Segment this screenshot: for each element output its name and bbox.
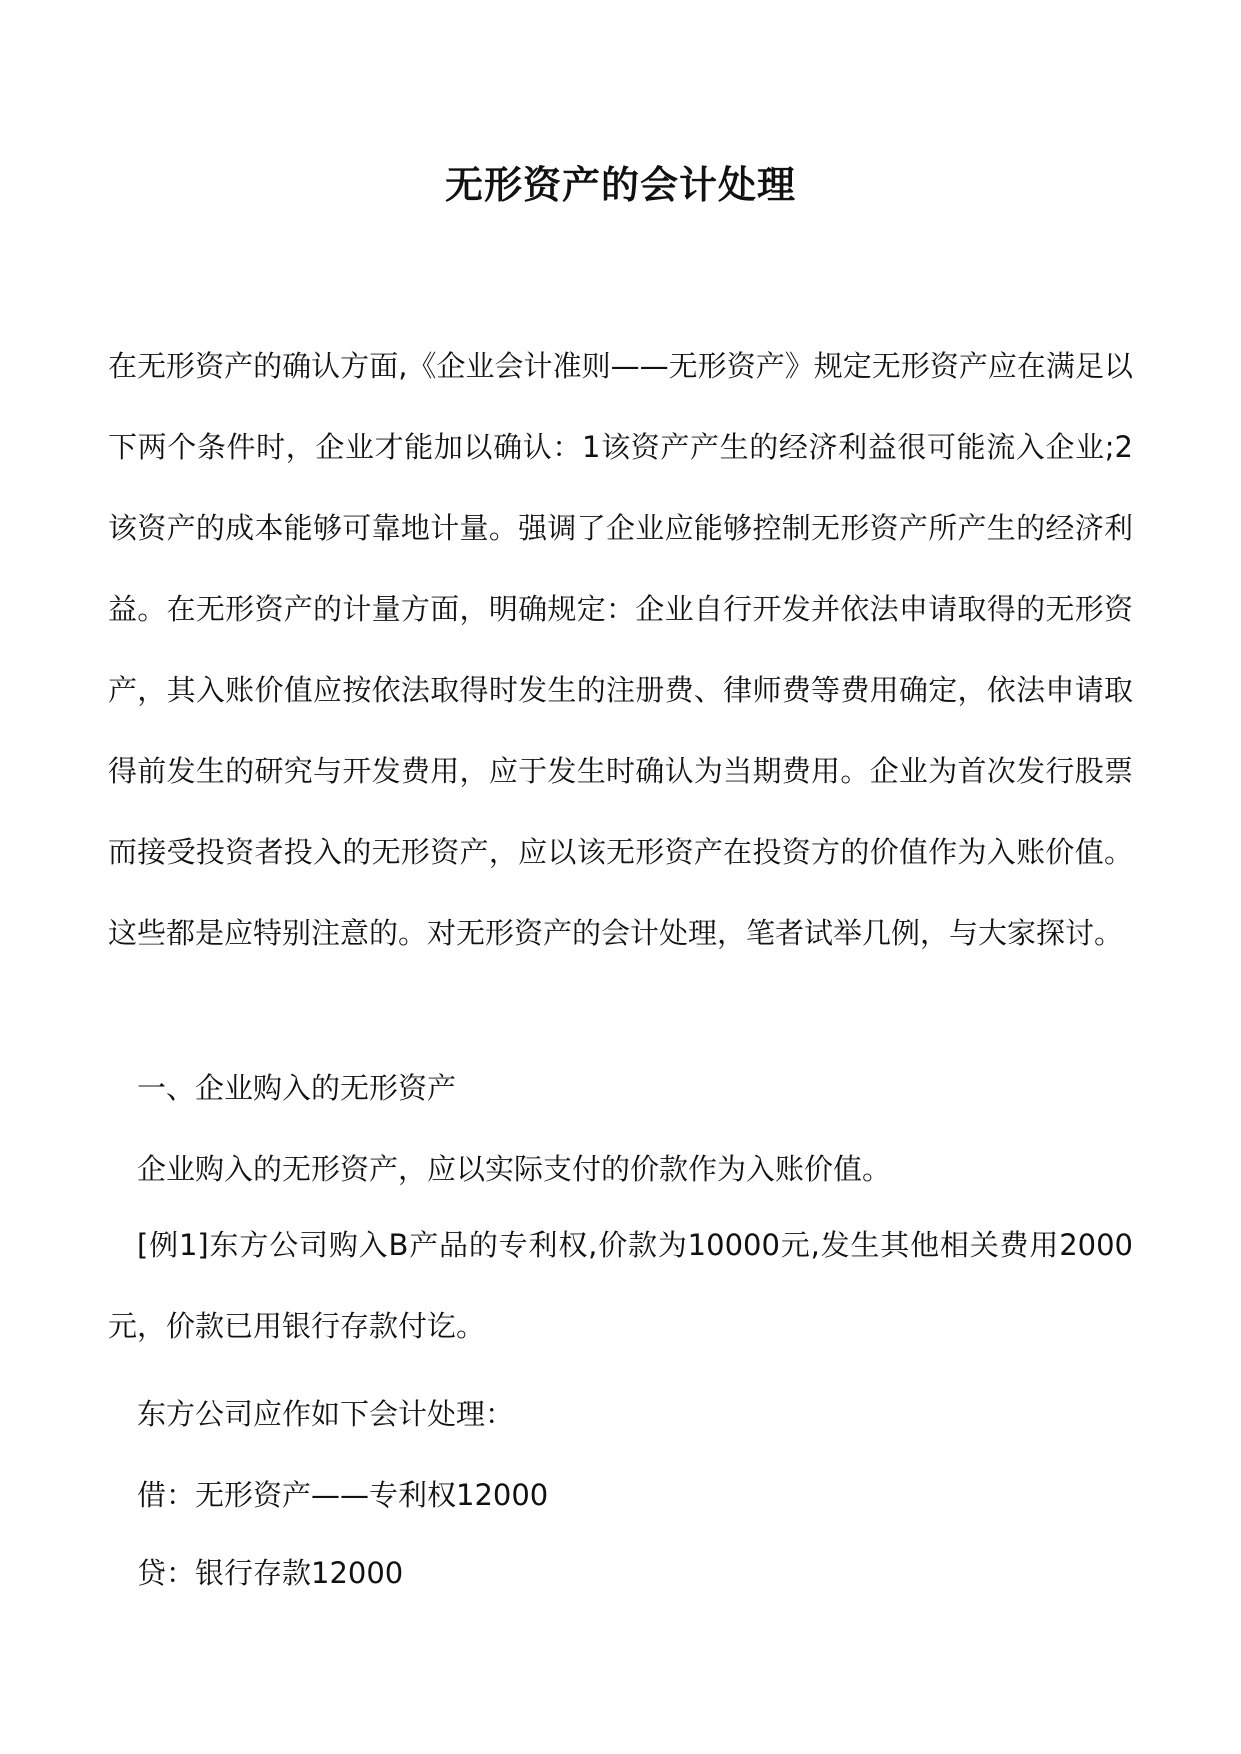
section-text: 企业购入的无形资产，应以实际支付的价款作为入账价值。: [137, 1152, 892, 1186]
section-heading: 一、企业购入的无形资产: [137, 1071, 457, 1105]
treatment-intro: 东方公司应作如下会计处理：: [137, 1397, 515, 1431]
document-title: 无形资产的会计处理: [444, 162, 796, 207]
credit-entry: 贷：银行存款12000: [137, 1556, 404, 1590]
example-paragraph: [例1]东方公司购入B产品的专利权,价款为10000元,发生其他相关费用2000元，价款已用银行存款付讫。: [108, 1228, 1133, 1343]
debit-entry: 借：无形资产——专利权12000: [137, 1478, 549, 1512]
intro-paragraph: 在无形资产的确认方面,《企业会计准则——无形资产》规定无形资产应在满足以下两个条件时，企业才能加以确认：1该资产产生的经济利益很可能流入企业;2该资产的成本能够可靠地计量。强调了企业应能够控制无形资产所产生的经济利益。在无形资产的计量方面，明确规定：企业自行开发并依法申请取得的无形资产，其入账价值应按依法取得时发生的注册费、律师费等费用确定，依法申请取得前发生的研究与开发费用，应于发生时确认为当期费用。企业为首次发行股票而接受投资者投入的无形资产，应以该无形资产在投资方的价值作为入账价值。这些都是应特别注意的。对无形资产的会计处理，笔者试举几例，与大家探讨。: [108, 349, 1133, 950]
